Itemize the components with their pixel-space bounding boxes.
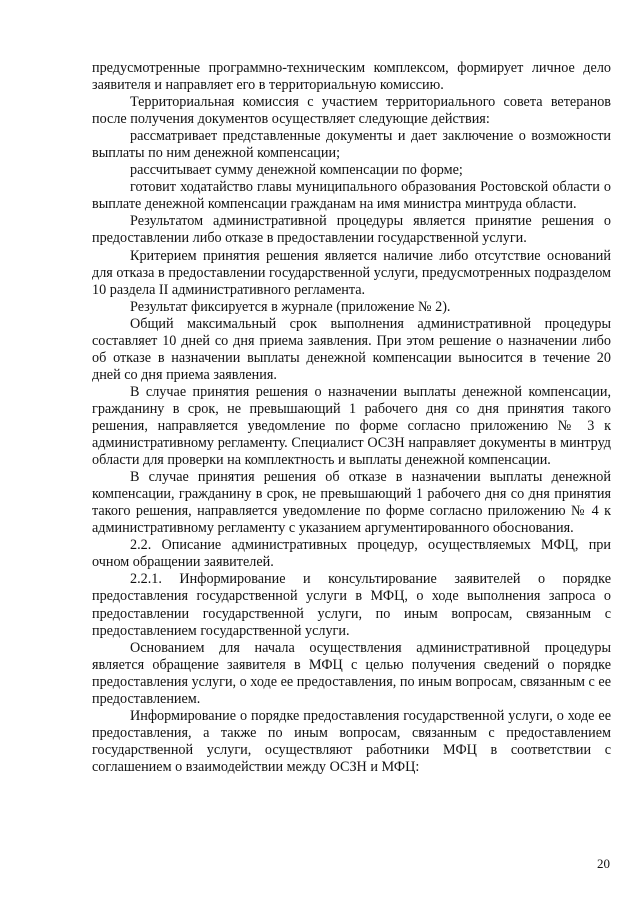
- paragraph: предусмотренные программно-техническим комплексом, формирует личное дело заявителя и направляет его в территориальную комиссию.: [92, 60, 611, 94]
- paragraph: Основанием для начала осуществления административной процедуры является обращение заявителя в МФЦ с целью получения сведений о порядке предоставления услуги, о ходе ее предоставления, по иным вопросам, связанным с ее предоставлением.: [92, 639, 611, 707]
- paragraph: В случае принятия решения о назначении выплаты денежной компенсации, гражданину в срок, не превышающий 1 рабочего дня со дня принятия такого решения, направляется уведомление по форме согласно приложению № 3 к административному регламенту. Специалист ОСЗН направляет документы в минтруд области для проверки на комплектность и выплаты денежной компенсации.: [92, 383, 611, 469]
- section-heading-2-2: 2.2. Описание административных процедур, осуществляемых МФЦ, при очном обращении заявителей.: [92, 537, 611, 571]
- paragraph: Информирование о порядке предоставления государственной услуги, о ходе ее предоставления, а также по иным вопросам, связанным с предоставлением государственной услуги, осуществляют работники МФЦ в соответствии с соглашением о взаимодействии между ОСЗН и МФЦ:: [92, 707, 611, 775]
- paragraph: Общий максимальный срок выполнения административной процедуры составляет 10 дней со дня приема заявления. При этом решение о назначении либо об отказе в назначении выплаты денежной компенсации выносится в течение 20 дней со дня приема заявления.: [92, 315, 611, 383]
- paragraph: Результат фиксируется в журнале (приложение № 2).: [130, 298, 451, 315]
- paragraph: готовит ходатайство главы муниципального образования Ростовской области о выплате денежной компенсации гражданам на имя министра минтруда области.: [92, 179, 611, 213]
- paragraph: Критерием принятия решения является наличие либо отсутствие оснований для отказа в предоставлении государственной услуги, предусмотренных подразделом 10 раздела II административного регламента.: [92, 247, 611, 298]
- paragraph: Результатом административной процедуры является принятие решения о предоставлении либо отказе в предоставлении государственной услуги.: [92, 213, 611, 247]
- document-page: [92, 60, 611, 776]
- page-number: 20: [597, 856, 610, 871]
- paragraph: В случае принятия решения об отказе в назначении выплаты денежной компенсации, гражданину в срок, не превышающий 1 рабочего дня со дня принятия такого решения, направляется уведомление по форме согласно приложению № 4 к административному регламенту с указанием аргументированного обоснования.: [92, 469, 611, 537]
- section-heading-2-2-1: 2.2.1. Информирование и консультирование заявителей о порядке предоставления государственной услуги в МФЦ, о ходе выполнения запроса о предоставлении государственной услуги, по иным вопросам, связанным с предоставлением государственной услуги.: [92, 571, 611, 639]
- paragraph: Территориальная комиссия с участием территориального совета ветеранов после получения документов осуществляет следующие действия:: [92, 94, 611, 128]
- paragraph: рассчитывает сумму денежной компенсации по форме;: [130, 162, 463, 179]
- paragraph: рассматривает представленные документы и дает заключение о возможности выплаты по ним денежной компенсации;: [92, 128, 611, 162]
